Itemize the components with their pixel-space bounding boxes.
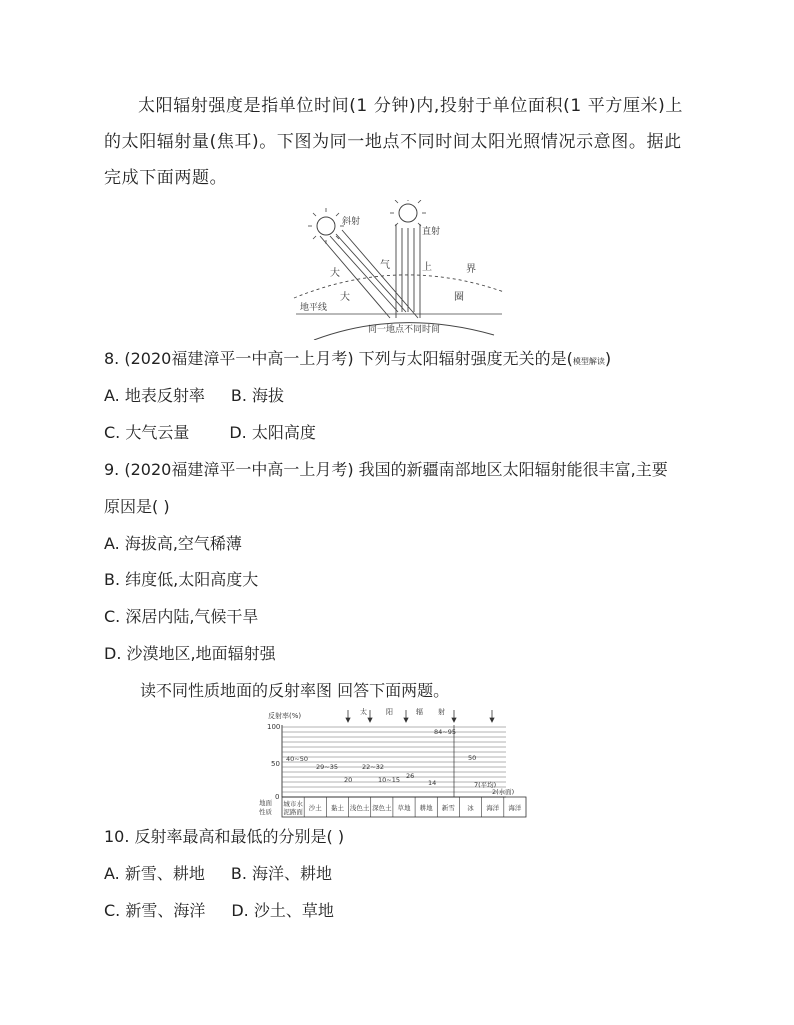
intro-paragraph: [104, 88, 694, 196]
value-label-9: 50: [468, 754, 477, 762]
value-label-8: 84~95: [434, 728, 456, 736]
category-label: 城市水: [283, 800, 303, 808]
row-label-2: 性质: [259, 808, 272, 816]
q10-option-a[interactable]: A. 新雪、耕地: [104, 864, 205, 883]
horizon-label: 地平线: [300, 303, 328, 313]
q10-options-row2: [104, 900, 334, 922]
q9-option-c[interactable]: C. 深居内陆,气候干旱: [104, 607, 259, 626]
q8-close: ): [604, 349, 612, 368]
category-label: 冰: [467, 804, 474, 812]
atmo-shang: 上: [422, 262, 432, 273]
direct-label: 直射: [422, 227, 441, 237]
category-label: 浅色土: [349, 804, 370, 812]
sun-char-she: 射: [438, 708, 445, 716]
value-label-5: 10~15: [378, 776, 400, 784]
q10-options-row1: [104, 863, 332, 885]
row-label-1: 地面: [259, 799, 272, 807]
atmo-quan: 圈: [454, 292, 464, 303]
q9-option-d[interactable]: D. 沙漠地区,地面辐射强: [104, 644, 276, 663]
sun-char-fu: 辐: [416, 708, 423, 716]
q8-tag: 模型解读: [572, 357, 605, 366]
oblique-label: 斜射: [342, 217, 361, 227]
q8-option-b[interactable]: B. 海拔: [230, 386, 284, 405]
category-label: 海洋: [508, 804, 522, 812]
q8-stem: 8. (2020福建漳平一中高一上月考) 下列与太阳辐射强度无关的是(: [104, 349, 573, 368]
q10-option-d[interactable]: D. 沙土、草地: [231, 901, 334, 920]
category-label: 沙土: [308, 804, 322, 812]
value-label-7: 14: [428, 779, 437, 787]
q9-stem-2: 原因是( ): [104, 497, 170, 516]
direct-sun-icon: [390, 200, 426, 226]
value-label-6: 26: [406, 772, 415, 780]
category-label: 耕地: [419, 804, 433, 812]
value-label-2: 29~35: [316, 763, 338, 771]
sun-char-yang: 阳: [386, 708, 393, 716]
sun-char-tai: 太: [360, 708, 367, 716]
category-label: 新雪: [441, 804, 455, 812]
reflectivity-chart: [258, 705, 530, 820]
oblique-sun-icon: [308, 208, 344, 244]
q9-option-a[interactable]: A. 海拔高,空气稀薄: [104, 534, 242, 553]
q10-stem: 10. 反射率最高和最低的分别是( ): [104, 827, 345, 846]
value-label-11: 2(水面): [492, 788, 515, 796]
atmo-da2: 大: [340, 292, 350, 303]
category-label: 草地: [397, 804, 411, 812]
q8-option-c[interactable]: C. 大气云量: [104, 423, 190, 442]
category-label: 深色土: [372, 804, 392, 812]
intro-2: 读不同性质地面的反射率图 回答下面两题。: [140, 681, 450, 700]
q8-options-row1: [104, 385, 284, 407]
tick-100: 100: [267, 723, 281, 731]
chart-ylabel: 反射率(%): [268, 712, 302, 720]
q10-option-b[interactable]: B. 海洋、耕地: [230, 864, 332, 883]
value-label-4: 22~32: [362, 763, 384, 771]
value-label-10: 7(平均): [474, 781, 497, 789]
question-8: [104, 348, 611, 373]
diagram-caption: 同一地点不同时间: [368, 325, 441, 335]
atmo-da: 大: [330, 268, 340, 279]
q9-option-b[interactable]: B. 纬度低,太阳高度大: [104, 570, 259, 589]
category-label-line2: 泥路面: [283, 808, 303, 816]
atmo-jie: 界: [466, 264, 476, 275]
q9-stem: 9. (2020福建漳平一中高一上月考) 我国的新疆南部地区太阳辐射能很丰富,主要: [104, 460, 668, 479]
q8-options-row2: [104, 422, 316, 444]
value-label-3: 20: [344, 776, 353, 784]
category-label: 海洋: [486, 804, 500, 812]
tick-50: 50: [271, 760, 280, 768]
q10-option-c[interactable]: C. 新雪、海洋: [104, 901, 206, 920]
intro-text: 太阳辐射强度是指单位时间(1 分钟)内,投射于单位面积(1 平方厘米)上的太阳辐射量(焦耳)。下图为同一地点不同时间太阳光照情况示意图。据此完成下面两题。: [104, 96, 683, 188]
q8-option-d[interactable]: D. 太阳高度: [229, 423, 316, 442]
value-label-1: 40~50: [286, 755, 308, 763]
category-label: 黏土: [330, 804, 344, 812]
tick-0: 0: [275, 793, 280, 801]
category-cells: [283, 797, 522, 817]
q8-option-a[interactable]: A. 地表反射率: [104, 386, 205, 405]
atmo-qi: 气: [380, 260, 390, 271]
sunlight-angle-diagram: [284, 200, 514, 340]
